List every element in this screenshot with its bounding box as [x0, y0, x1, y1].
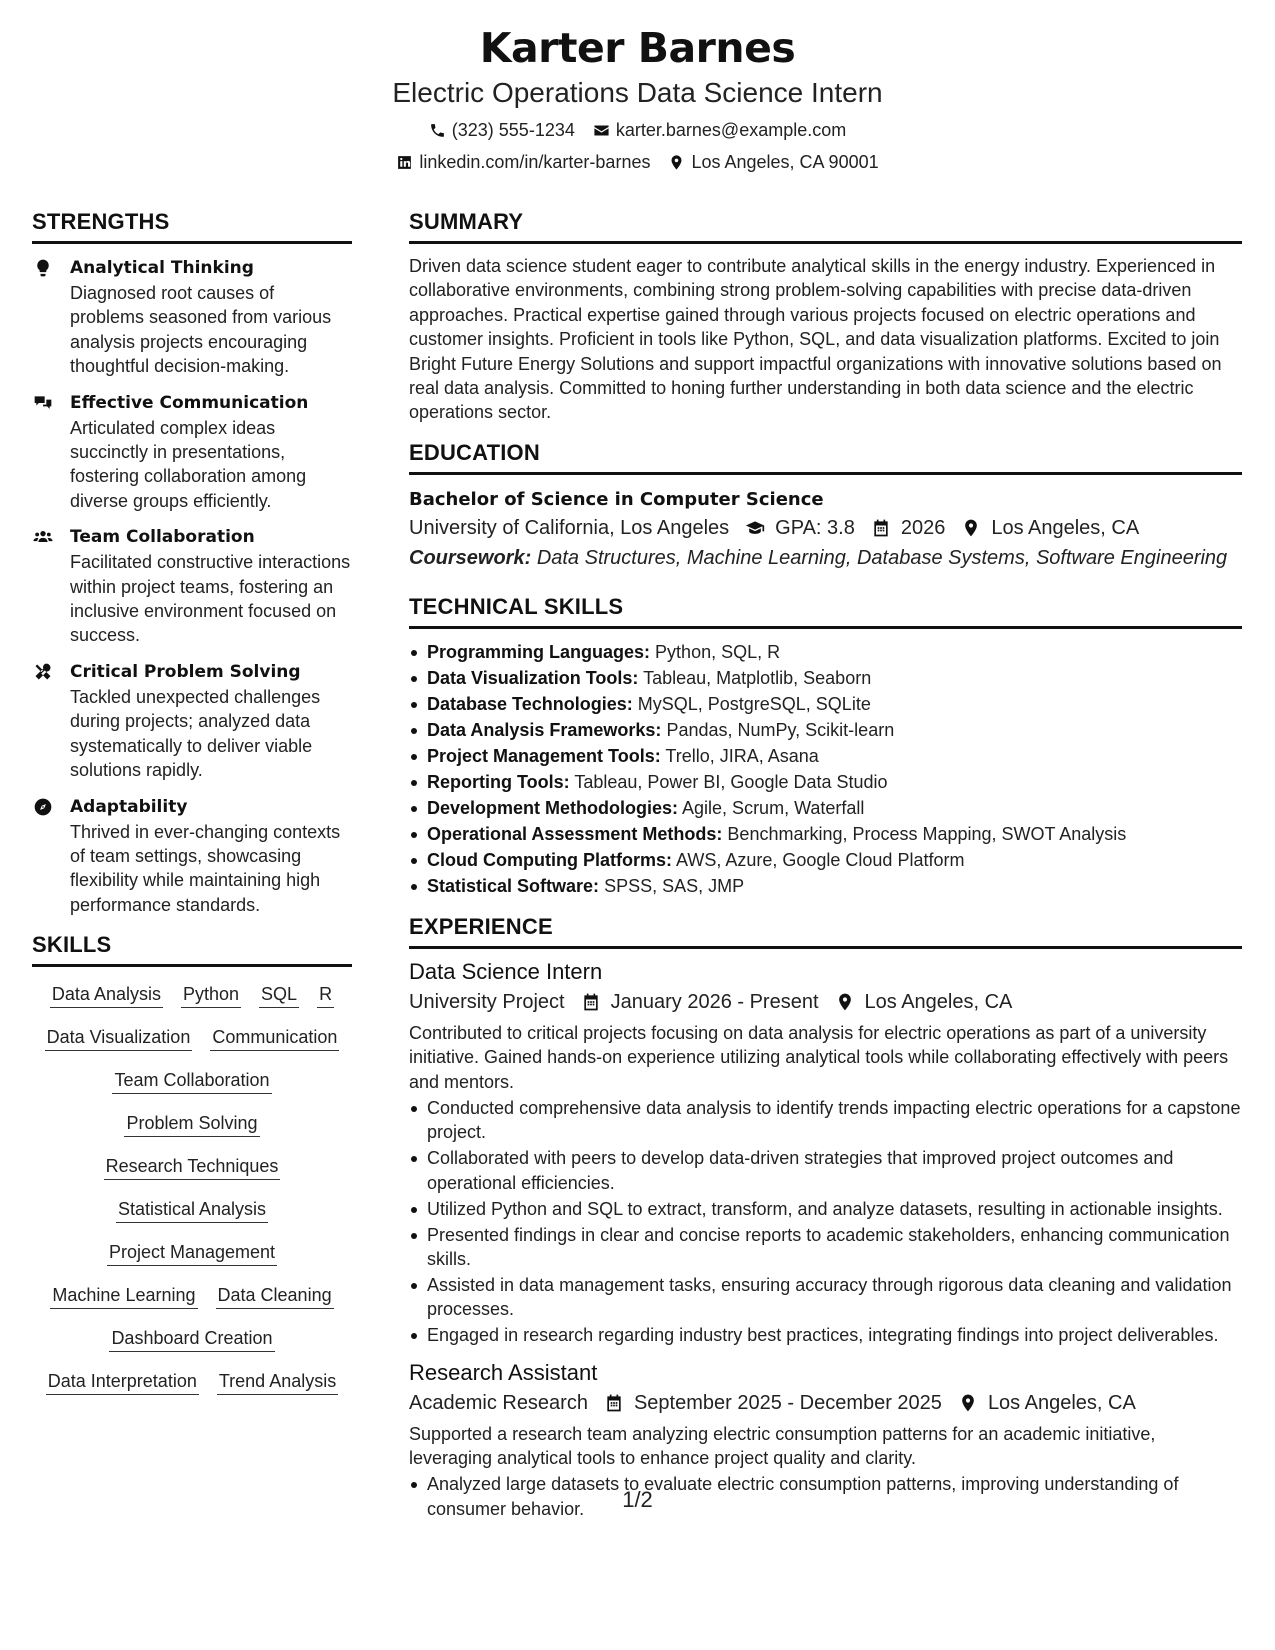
graduation-year: 2026: [900, 516, 946, 539]
comments-icon: [32, 391, 70, 514]
strength-title: Team Collaboration: [70, 527, 255, 548]
job-meta: [409, 1388, 1242, 1418]
strength-title: Adaptability: [70, 796, 188, 817]
phone-contact: [429, 114, 575, 146]
users-icon: [32, 525, 70, 648]
email-contact[interactable]: [593, 114, 846, 146]
strength-item: [32, 391, 352, 514]
linkedin-link[interactable]: linkedin.com/in/karter-barnes: [419, 152, 651, 172]
linkedin-icon: [396, 154, 413, 171]
list-item: Engaged in research regarding industry best practices, integrating findings into project deliverables.: [409, 1323, 1242, 1347]
skill-tag: Communication: [210, 1024, 339, 1051]
job-description: Contributed to critical projects focusing on data analysis for electric operations as part of a university initiative. Gained hands-on experience utilizing analytical tools while collaborating effectively with peers and mentors.: [409, 1022, 1229, 1092]
job-meta: [409, 987, 1242, 1017]
phone-text: (323) 555-1234: [451, 120, 575, 140]
contact-row-2: [0, 146, 1275, 178]
summary-heading: SUMMARY: [409, 208, 1242, 244]
right-column: [409, 208, 1242, 1523]
list-item: [409, 847, 1242, 873]
graduation-cap-icon: [745, 518, 765, 538]
coursework-label: Coursework:: [409, 546, 532, 569]
skill-tag: Project Management: [107, 1239, 277, 1266]
tech-skill-value: Agile, Scrum, Waterfall: [682, 797, 865, 818]
strengths-heading: STRENGTHS: [32, 208, 352, 244]
list-item: [409, 743, 1242, 769]
page-number: 1/2: [622, 1487, 653, 1512]
calendar-icon: [581, 992, 601, 1012]
list-item: Collaborated with peers to develop data-driven strategies that improved project outcomes and operational efficiencies.: [409, 1146, 1242, 1195]
calendar-icon: [871, 518, 891, 538]
strength-item: [32, 525, 352, 648]
degree-title: Bachelor of Science in Computer Science: [409, 488, 824, 510]
skill-tag: Dashboard Creation: [109, 1325, 274, 1352]
tech-skill-value: SPSS, SAS, JMP: [604, 875, 745, 896]
location-contact: [668, 146, 878, 178]
tech-skill-label: Reporting Tools:: [427, 771, 570, 792]
strengths-list: [32, 256, 352, 917]
list-item: [409, 769, 1242, 795]
technical-skills-heading: TECHNICAL SKILLS: [409, 593, 1242, 629]
strength-description: Thrived in ever-changing contexts of team settings, showcasing flexibility while maintaining high performance standards.: [70, 821, 341, 915]
phone-icon: [429, 122, 446, 139]
list-item: [409, 821, 1242, 847]
coursework-line: [409, 543, 1242, 573]
job-title: Research Assistant: [409, 1359, 598, 1385]
job-bullets: [409, 1096, 1242, 1348]
tech-skill-value: Tableau, Matplotlib, Seaborn: [643, 667, 872, 688]
tech-skill-label: Statistical Software:: [427, 875, 600, 896]
strength-item: [32, 795, 352, 918]
job-dates: September 2025 - December 2025: [633, 1391, 942, 1414]
skill-tag: Statistical Analysis: [116, 1196, 268, 1223]
summary-text: Driven data science student eager to contribute analytical skills in the energy industry. Experienced in collaborative environments, combining strong problem-solving capabilities with precise data-driven approaches. Practical expertise gained through various projects focused on electric operations and customer insights. Proficient in tools like Python, SQL, and data visualization platforms. Excited to join Bright Future Energy Solutions and support impactful organizations with innovative solutions based on real data analysis. Committed to honing further understanding in both data science and the electric operations sector.: [409, 256, 1222, 423]
tech-skill-label: Database Technologies:: [427, 693, 633, 714]
tech-skill-value: Benchmarking, Process Mapping, SWOT Analysis: [727, 823, 1127, 844]
list-item: [409, 873, 1242, 899]
skill-tag: Data Interpretation: [46, 1368, 199, 1395]
skill-tag: R: [317, 981, 334, 1008]
tech-skill-value: Tableau, Power BI, Google Data Studio: [574, 771, 888, 792]
tech-skill-value: Pandas, NumPy, Scikit-learn: [666, 719, 895, 740]
list-item: Presented findings in clear and concise reports to academic stakeholders, enhancing communication skills.: [409, 1223, 1242, 1272]
tech-skill-value: MySQL, PostgreSQL, SQLite: [637, 693, 871, 714]
tech-skill-label: Programming Languages:: [427, 641, 651, 662]
job-description: Supported a research team analyzing electric consumption patterns for an academic initiative, leveraging analytical tools to enhance project quality and clarity.: [409, 1423, 1156, 1469]
envelope-icon: [593, 122, 610, 139]
map-marker-icon: [835, 992, 855, 1012]
email-link[interactable]: karter.barnes@example.com: [615, 120, 847, 140]
education-location: Los Angeles, CA: [991, 516, 1140, 539]
strength-description: Facilitated constructive interactions within project teams, fostering an inclusive environment focused on success.: [70, 552, 351, 646]
lightbulb-icon: [32, 256, 70, 379]
gpa-text: GPA: 3.8: [775, 516, 855, 539]
strength-description: Tackled unexpected challenges during projects; analyzed data systematically to deliver viable solutions rapidly.: [70, 686, 321, 781]
strength-description: Diagnosed root causes of problems seasoned from various analysis projects encouraging thoughtful decision-making.: [70, 283, 332, 377]
school-name: University of California, Los Angeles: [409, 516, 730, 539]
strength-description: Articulated complex ideas succinctly in presentations, fostering collaboration among diverse groups efficiently.: [70, 417, 307, 511]
tech-skill-label: Data Visualization Tools:: [427, 667, 639, 688]
skill-tag: Trend Analysis: [217, 1368, 338, 1395]
list-item: [409, 717, 1242, 743]
tech-skill-value: Trello, JIRA, Asana: [665, 745, 819, 766]
resume-header: [0, 22, 1275, 178]
location-text: Los Angeles, CA 90001: [691, 152, 879, 172]
list-item: [409, 795, 1242, 821]
left-column: [32, 208, 352, 1395]
tech-skill-label: Development Methodologies:: [427, 797, 679, 818]
skill-tag: Data Visualization: [45, 1024, 193, 1051]
tech-skill-label: Project Management Tools:: [427, 745, 661, 766]
candidate-title: Electric Operations Data Science Intern: [392, 77, 883, 108]
list-item: Analyzed large datasets to evaluate electric consumption patterns, improving understanding of consumer behavior.: [409, 1472, 1242, 1521]
list-item: [409, 691, 1242, 717]
coursework-list: Data Structures, Machine Learning, Database Systems, Software Engineering: [536, 546, 1228, 569]
strength-item: [32, 256, 352, 379]
education-heading: EDUCATION: [409, 439, 1242, 475]
skill-tag: Python: [181, 981, 241, 1008]
list-item: Assisted in data management tasks, ensuring accuracy through rigorous data cleaning and validation processes.: [409, 1273, 1242, 1322]
job-location: Los Angeles, CA: [987, 1391, 1136, 1414]
skills-cloud: [32, 981, 352, 1395]
strength-title: Critical Problem Solving: [70, 661, 301, 682]
linkedin-contact[interactable]: [396, 146, 650, 178]
job-dates: January 2026 - Present: [610, 990, 819, 1013]
job-organization: Academic Research: [409, 1391, 588, 1414]
strength-title: Effective Communication: [70, 392, 309, 413]
strength-item: [32, 660, 352, 783]
candidate-name: Karter Barnes: [479, 24, 796, 72]
strength-title: Analytical Thinking: [70, 258, 254, 278]
contact-row-1: [0, 114, 1275, 146]
tech-skill-label: Data Analysis Frameworks:: [427, 719, 662, 740]
map-marker-icon: [958, 1393, 978, 1413]
list-item: Utilized Python and SQL to extract, transform, and analyze datasets, resulting in actionable insights.: [409, 1197, 1242, 1221]
job-location: Los Angeles, CA: [864, 990, 1013, 1013]
skill-tag: Research Techniques: [104, 1153, 281, 1180]
calendar-icon: [604, 1393, 624, 1413]
tech-skill-value: Python, SQL, R: [655, 641, 781, 662]
list-item: [409, 639, 1242, 665]
list-item: Conducted comprehensive data analysis to identify trends impacting electric operations for a capstone project.: [409, 1096, 1242, 1145]
tech-skill-label: Operational Assessment Methods:: [427, 823, 723, 844]
job-organization: University Project: [409, 990, 565, 1013]
skills-heading: SKILLS: [32, 931, 352, 967]
skill-tag: Team Collaboration: [112, 1067, 271, 1094]
skill-tag: Data Cleaning: [216, 1282, 334, 1309]
education-meta: [409, 513, 1242, 543]
skill-tag: Data Analysis: [50, 981, 163, 1008]
skill-tag: Problem Solving: [124, 1110, 259, 1137]
job-title: Data Science Intern: [409, 958, 603, 984]
map-marker-icon: [668, 154, 685, 171]
tools-icon: [32, 660, 70, 783]
technical-skills-list: [409, 639, 1242, 899]
map-marker-icon: [961, 518, 981, 538]
tech-skill-label: Cloud Computing Platforms:: [427, 849, 672, 870]
tech-skill-value: AWS, Azure, Google Cloud Platform: [676, 849, 965, 870]
experience-heading: EXPERIENCE: [409, 913, 1242, 949]
skill-tag: Machine Learning: [50, 1282, 197, 1309]
compass-icon: [32, 795, 70, 918]
skill-tag: SQL: [259, 981, 299, 1008]
list-item: [409, 665, 1242, 691]
